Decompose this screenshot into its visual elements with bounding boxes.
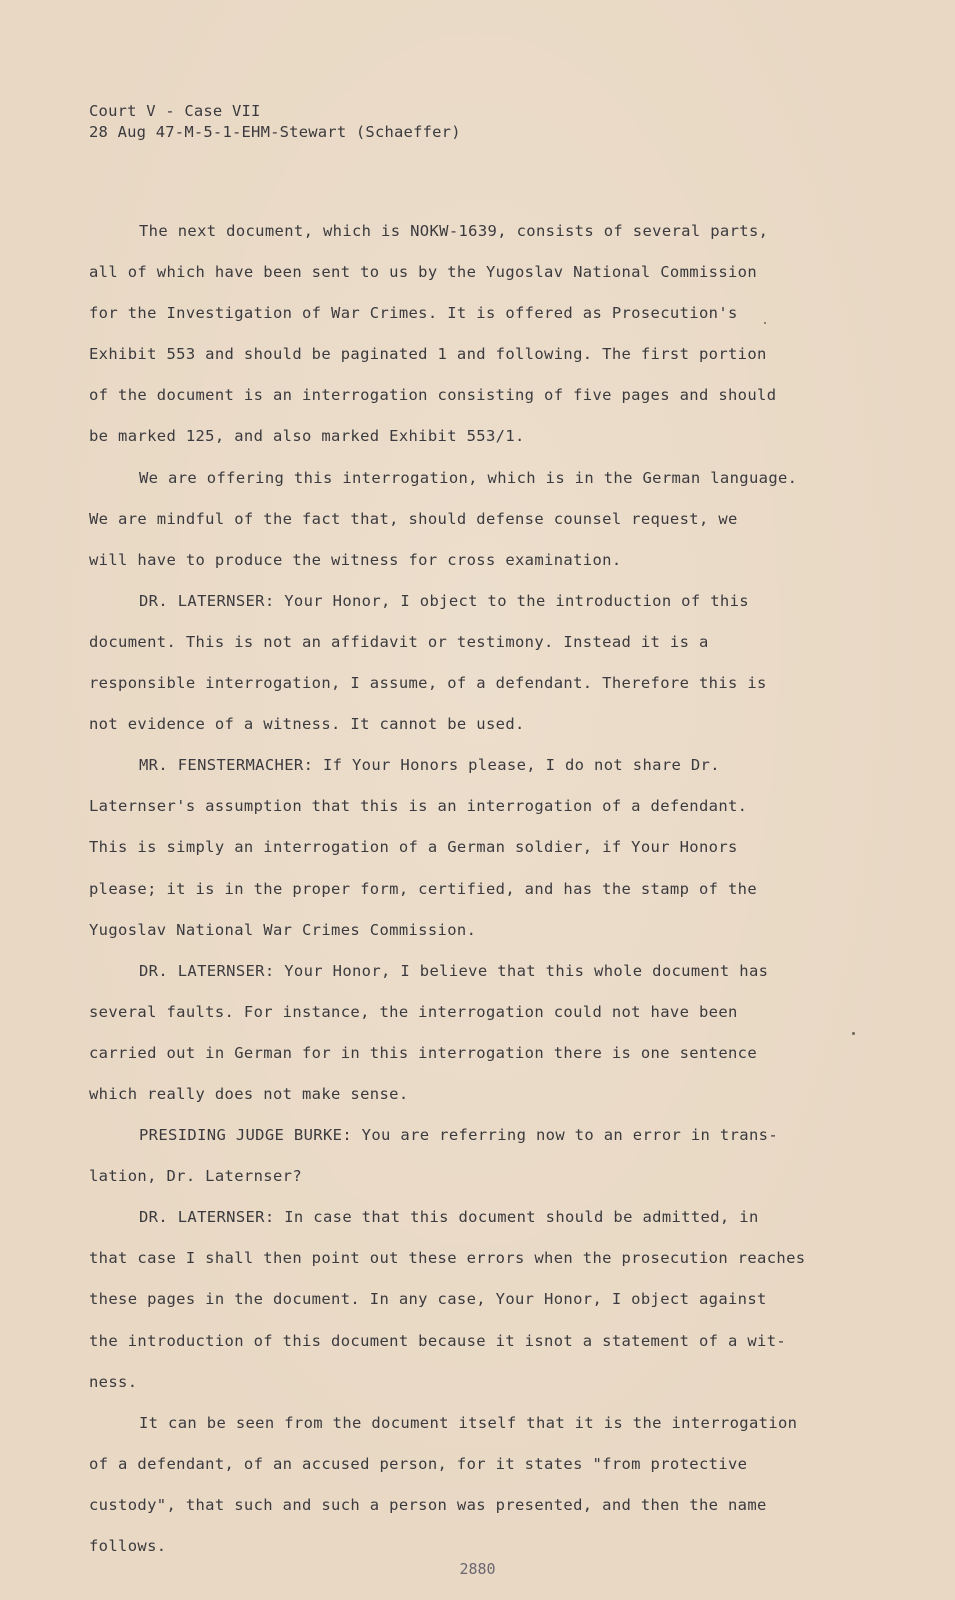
transcript-line: It can be seen from the document itself that it is the interrogation — [139, 1413, 798, 1432]
transcript-line: responsible interrogation, I assume, of a defendant. Therefore this is — [89, 674, 767, 693]
transcript-line: please; it is in the proper form, certified, and has the stamp of the — [89, 879, 758, 898]
transcript-line: document. This is not an affidavit or testimony. Instead it is a — [89, 632, 709, 651]
transcript-line: several faults. For instance, the interrogation could not have been — [89, 1002, 738, 1021]
transcript-line: We are mindful of the fact that, should defense counsel request, we — [89, 509, 738, 528]
transcript-line: lation, Dr. Laternser? — [89, 1167, 302, 1186]
transcript-line: The next document, which is NOKW-1639, consists of several parts, — [139, 222, 769, 240]
transcript-line: PRESIDING JUDGE BURKE: You are referring now to an error in trans- — [139, 1126, 778, 1145]
transcript-line: follows. — [89, 1537, 167, 1555]
transcript-line: that case I shall then point out these errors when the prosecution reaches — [89, 1249, 806, 1268]
transcript-line: We are offering this interrogation, which is in the German language. — [139, 468, 798, 487]
transcript-line: not evidence of a witness. It cannot be used. — [89, 715, 525, 734]
paper-speck — [764, 322, 766, 324]
transcript-line: DR. LATERNSER: In case that this document should be admitted, in — [139, 1208, 759, 1227]
transcript-line: DR. LATERNSER: Your Honor, I believe that this whole document has — [139, 961, 769, 980]
transcript-line: will have to produce the witness for cross examination. — [89, 550, 622, 569]
transcript-line: DR. LATERNSER: Your Honor, I object to the introduction of this — [139, 591, 749, 610]
transcript-line: the introduction of this document because it isnot a statement of a wit- — [89, 1331, 787, 1350]
paper-speck — [852, 1032, 855, 1035]
transcript-line: all of which have been sent to us by the Yugoslav National Commission — [89, 263, 758, 282]
page-number: 2880 — [459, 1560, 496, 1578]
transcript-line: Yugoslav National War Crimes Commission. — [89, 920, 477, 939]
transcript-line: This is simply an interrogation of a German soldier, if Your Honors — [89, 838, 738, 857]
transcript-line: MR. FENSTERMACHER: If Your Honors please, I do not share Dr. — [139, 756, 720, 775]
header-transcript-id: 28 Aug 47-M-5-1-EHM-Stewart (Schaeffer) — [89, 123, 461, 141]
transcript-line: carried out in German for in this interrogation there is one sentence — [89, 1043, 758, 1062]
transcript-line: which really does not make sense. — [89, 1084, 409, 1103]
transcript-body — [89, 218, 849, 1574]
transcript-line: these pages in the document. In any case, Your Honor, I object against — [89, 1290, 767, 1309]
transcript-line: of a defendant, of an accused person, for it states "from protective — [89, 1454, 748, 1473]
header-court-case: Court V - Case VII — [89, 102, 261, 120]
transcript-line: for the Investigation of War Crimes. It is offered as Prosecution's — [89, 304, 738, 323]
document-header — [89, 101, 461, 143]
transcript-line: custody", that such and such a person was presented, and then the name — [89, 1495, 767, 1514]
transcript-line: of the document is an interrogation consisting of five pages and should — [89, 386, 777, 405]
transcript-line: be marked 125, and also marked Exhibit 553/1. — [89, 427, 525, 446]
transcript-line: ness. — [89, 1372, 138, 1391]
transcript-line: Exhibit 553 and should be paginated 1 and following. The first portion — [89, 345, 767, 364]
transcript-line: Laternser's assumption that this is an interrogation of a defendant. — [89, 797, 748, 816]
